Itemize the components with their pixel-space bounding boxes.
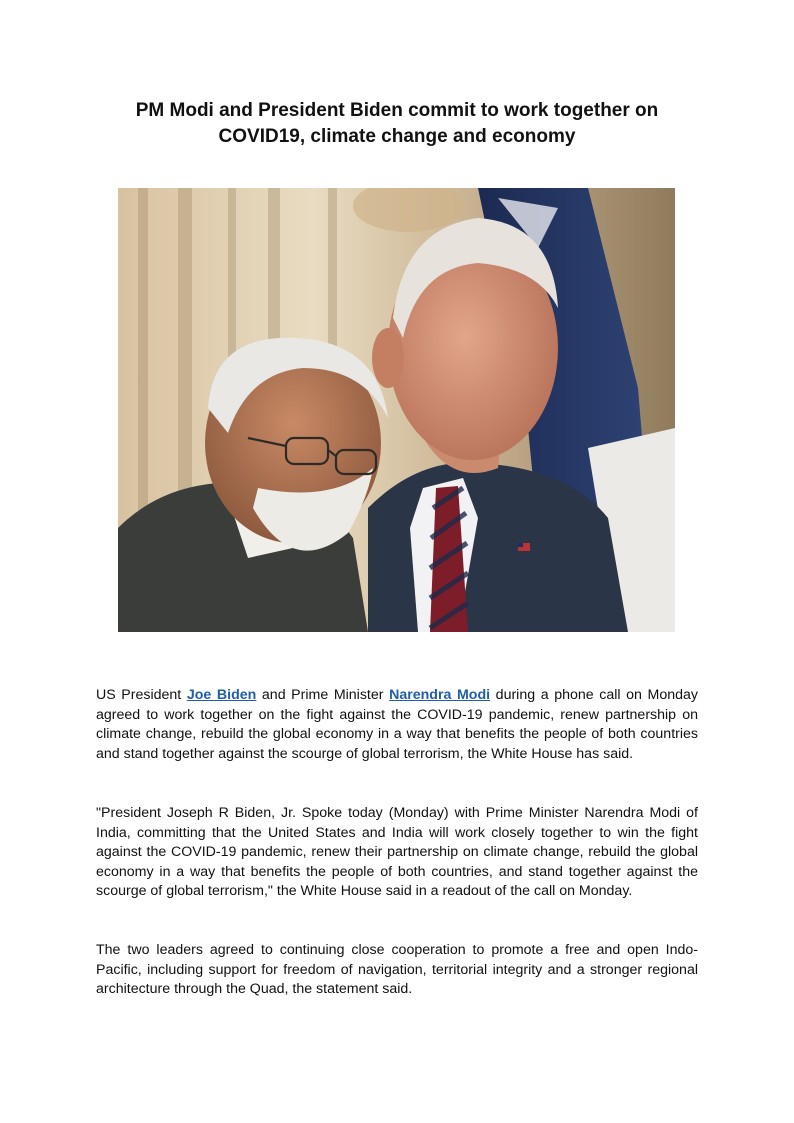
- paragraph-1-text-start: US President: [96, 687, 187, 703]
- joe-biden-link[interactable]: Joe Biden: [186, 687, 257, 703]
- narendra-modi-link[interactable]: Narendra Modi: [389, 687, 491, 703]
- article-title: [96, 98, 698, 150]
- paragraph-1-text-middle: and Prime Minister: [256, 687, 390, 703]
- paragraph-1: [96, 686, 698, 764]
- paragraph-2: "President Joseph R Biden, Jr. Spoke today (Monday) with Prime Minister Narendra Modi of India, committing that the United States and India will work closely together to win the fight against the COVID-19 pandemic, renew their partnership on climate change, rebuild the global economy in a way that benefits the people of both countries, and stand together against the scourge of global terrorism," the White House said in a readout of the call on Monday.: [96, 805, 698, 899]
- article-photo: [118, 188, 675, 632]
- article-title-line-2: COVID19, climate change and economy: [218, 126, 576, 147]
- paragraph-1-text-end: during a phone call on Monday agreed to work together on the fight against the COVID-19 pandemic, renew partnership on climate change, rebuild the global economy in a way that benefits the people of both countries and stand together against the scourge of global terrorism, the White House has said.: [96, 687, 698, 762]
- paragraph-3: The two leaders agreed to continuing close cooperation to promote a free and open Indo-Pacific, including support for freedom of navigation, territorial integrity and a stronger regional architecture through the Quad, the statement said.: [96, 942, 698, 997]
- article-title-line-1: PM Modi and President Biden commit to work together on: [135, 100, 659, 121]
